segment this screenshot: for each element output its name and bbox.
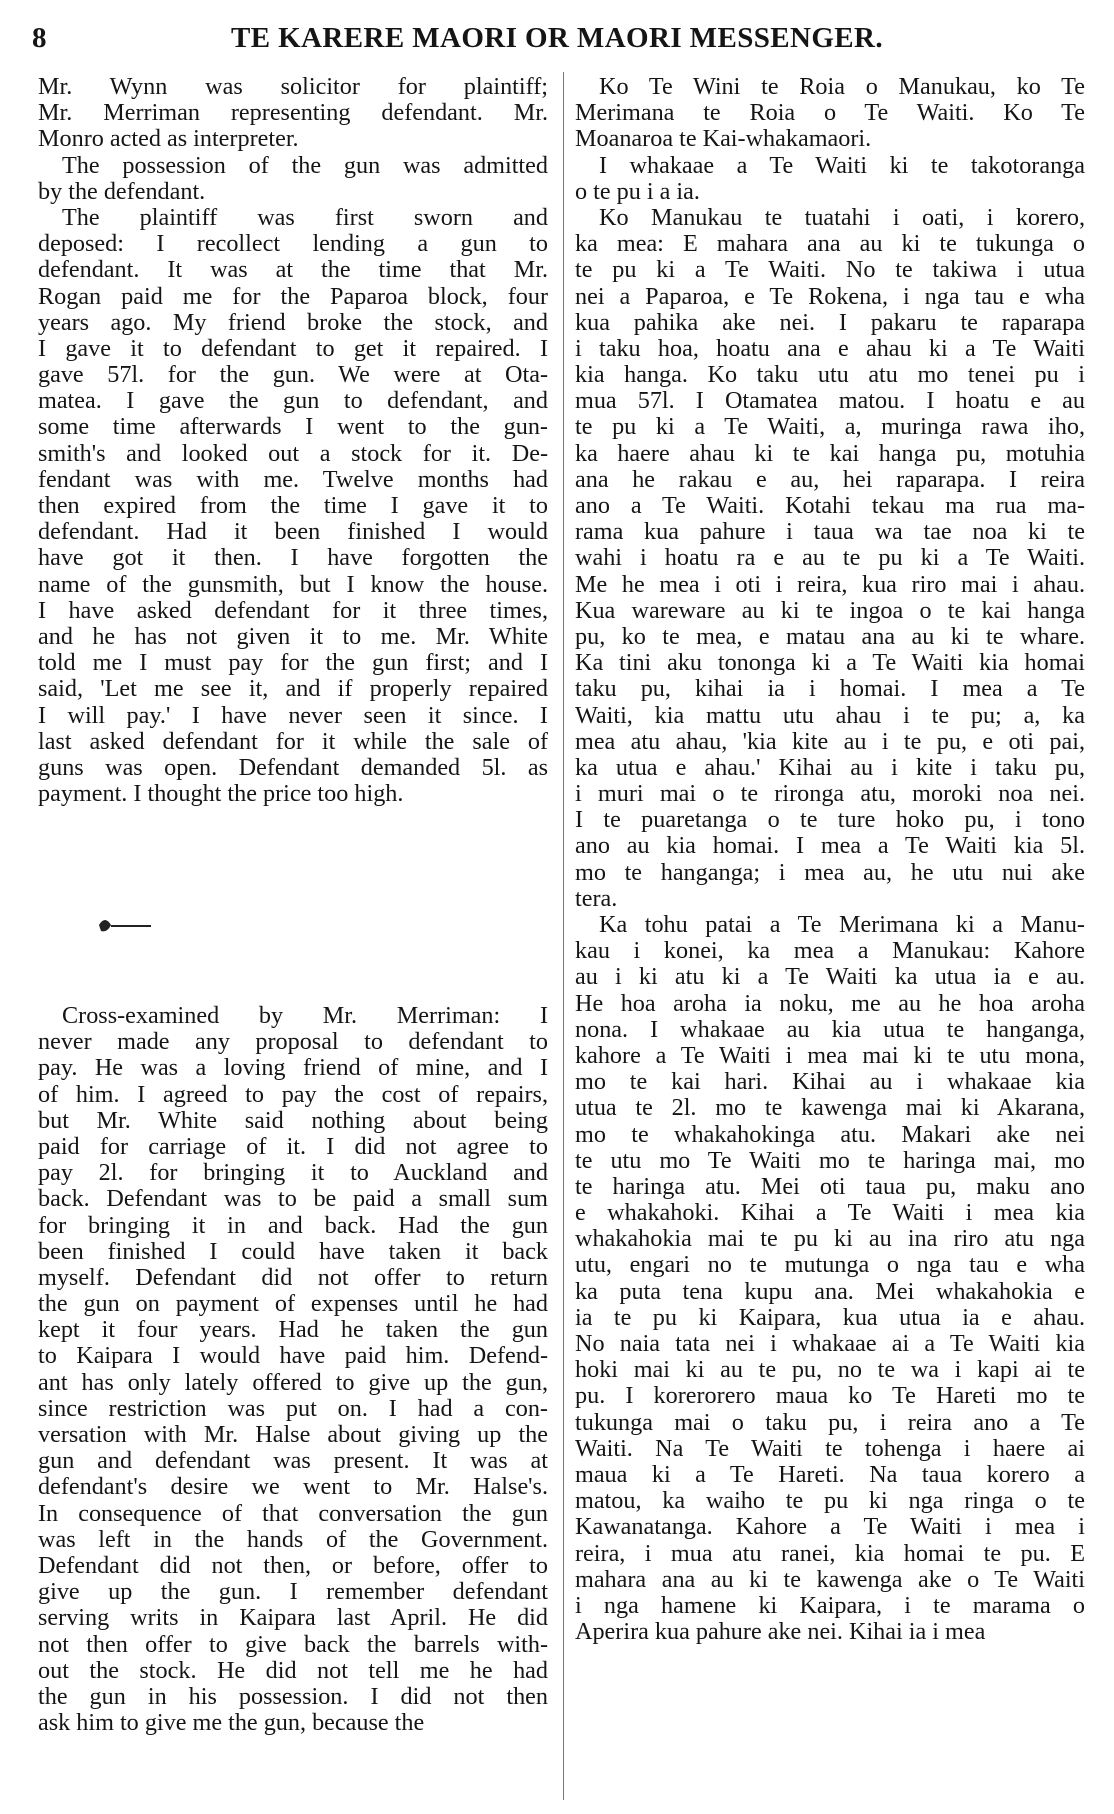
text-line: defendant's desire we went to Mr. Halse's. bbox=[38, 1474, 548, 1501]
text-line: smith's and looked out a stock for it. De- bbox=[38, 440, 548, 467]
text-line: maua ki a Te Hareti. Na taua korero a bbox=[575, 1461, 1085, 1488]
text-line: mahara ana au ki te kawenga ake o Te Waiti bbox=[575, 1566, 1085, 1593]
ornament-mark bbox=[95, 911, 155, 941]
text-line: guns was open. Defendant demanded 5l. as bbox=[38, 754, 548, 781]
text-line: te haringa atu. Mei oti taua pu, maku ano bbox=[575, 1173, 1085, 1200]
text-line: pay 2l. for bringing it to Auckland and bbox=[38, 1160, 548, 1187]
text-line: Kawanatanga. Kahore a Te Waiti i mea i bbox=[575, 1514, 1085, 1541]
text-line: In consequence of that conversation the gun bbox=[38, 1500, 548, 1527]
text-line: He hoa aroha ia noku, me au he hoa aroha bbox=[575, 990, 1085, 1017]
maori-column bbox=[575, 74, 1085, 1645]
text-line: ant has only lately offered to give up the gun, bbox=[38, 1369, 548, 1396]
text-line: out the stock. He did not tell me he had bbox=[38, 1657, 548, 1684]
text-line: I will pay.' I have never seen it since. I bbox=[38, 702, 548, 729]
text-line: for bringing it in and back. Had the gun bbox=[38, 1212, 548, 1239]
text-line: utua te 2l. mo te kawenga mai ki Akarana, bbox=[575, 1095, 1085, 1122]
text-line: mua 57l. I Otamatea matou. I hoatu e au bbox=[575, 388, 1085, 415]
text-line: Me he mea i oti i reira, kua riro mai i ahau. bbox=[575, 571, 1085, 598]
text-line: I have asked defendant for it three times, bbox=[38, 597, 548, 624]
text-line: Cross-examined by Mr. Merriman: I bbox=[62, 1003, 548, 1029]
text-line: then expired from the time I gave it to bbox=[38, 493, 548, 519]
text-line: was left in the hands of the Government. bbox=[38, 1526, 548, 1553]
text-line: Mr. Wynn was solicitor for plaintiff; bbox=[38, 74, 548, 100]
text-line: kau i konei, ka mea a Manukau: Kahore bbox=[575, 938, 1085, 965]
text-line: ka haere ahau ki te kai hanga pu, motuhia bbox=[575, 440, 1085, 467]
text-line: never made any proposal to defendant to bbox=[38, 1029, 548, 1056]
text-line: i muri mai o te rironga atu, moroki noa nei. bbox=[575, 781, 1085, 808]
text-line: te utu mo Te Waiti mo te haringa mai, mo bbox=[575, 1147, 1085, 1174]
text-line: ana he rakau e au, hei raparapa. I reira bbox=[575, 466, 1085, 493]
text-line: I te puaretanga o te ture hoko pu, i tono bbox=[575, 807, 1085, 834]
english-column-bottom bbox=[38, 1003, 548, 1736]
text-line: The plaintiff was first sworn and bbox=[62, 204, 548, 231]
text-line: and he has not given it to me. Mr. White bbox=[38, 623, 548, 650]
text-line: the gun on payment of expenses until he had bbox=[38, 1291, 548, 1318]
text-line: ano a Te Waiti. Kotahi tekau ma rua ma- bbox=[575, 493, 1085, 519]
text-line: have got it then. I have forgotten the bbox=[38, 545, 548, 572]
text-line: been finished I could have taken it back bbox=[38, 1238, 548, 1265]
text-line: ka mea: E mahara ana au ki te tukunga o bbox=[575, 231, 1085, 258]
text-line: Ka tini aku tononga ki a Te Waiti kia homai bbox=[575, 650, 1085, 677]
text-line: No naia tata nei i whakaae ai a Te Waiti kia bbox=[575, 1331, 1085, 1357]
text-line: give up the gun. I remember defendant bbox=[38, 1579, 548, 1606]
text-line: the gun in his possession. I did not then bbox=[38, 1683, 548, 1710]
text-line: name of the gunsmith, but I know the house. bbox=[38, 571, 548, 598]
text-line: by the defendant. bbox=[38, 178, 206, 205]
page-header bbox=[32, 22, 1082, 62]
text-line: years ago. My friend broke the stock, and bbox=[38, 309, 548, 336]
text-line: kahore a Te Waiti i mea mai ki te utu mona, bbox=[575, 1042, 1085, 1069]
text-line: Ko Te Wini te Roia o Manukau, ko Te bbox=[599, 74, 1085, 100]
text-line: ask him to give me the gun, because the bbox=[38, 1710, 425, 1737]
text-line: not then offer to give back the barrels with- bbox=[38, 1631, 548, 1658]
text-line: but Mr. White said nothing about being bbox=[38, 1107, 548, 1134]
text-line: mo te whakahokinga atu. Makari ake nei bbox=[575, 1121, 1085, 1148]
column-divider bbox=[563, 72, 564, 1800]
text-line: serving writs in Kaipara last April. He did bbox=[38, 1605, 548, 1632]
text-line: te pu ki a Te Waiti, a, muringa rawa iho, bbox=[575, 414, 1085, 441]
text-line: to Kaipara I would have paid him. Defend- bbox=[38, 1343, 548, 1370]
text-line: pu, ko te mea, e matau ana au ki te whare. bbox=[575, 623, 1085, 650]
text-line: I whakaae a Te Waiti ki te takotoranga bbox=[599, 152, 1085, 179]
text-line: pay. He was a loving friend of mine, and I bbox=[38, 1055, 548, 1082]
text-line: hoki mai ki au te pu, no te wa i kapi ai te bbox=[575, 1357, 1085, 1384]
text-line: kua pahika ake nei. I pakaru te raparapa bbox=[575, 309, 1085, 336]
text-line: ano au kia homai. I mea a Te Waiti kia 5l. bbox=[575, 833, 1085, 860]
text-line: told me I must pay for the gun first; and I bbox=[38, 650, 548, 677]
text-line: i taku hoa, hoatu ana e ahau ki a Te Waiti bbox=[575, 335, 1085, 362]
text-line: Moanaroa te Kai-whakamaori. bbox=[575, 126, 872, 153]
text-line: defendant. Had it been finished I would bbox=[38, 519, 548, 546]
text-line: Merimana te Roia o Te Waiti. Ko Te bbox=[575, 100, 1085, 127]
text-line: I gave it to defendant to get it repaired. I bbox=[38, 335, 548, 362]
text-line: Aperira kua pahure ake nei. Kihai ia i mea bbox=[575, 1619, 986, 1646]
text-line: Defendant did not then, or before, offer to bbox=[38, 1552, 548, 1579]
text-line: Ka tohu patai a Te Merimana ki a Manu- bbox=[599, 912, 1085, 938]
text-line: e whakahoki. Kihai a Te Waiti i mea kia bbox=[575, 1200, 1085, 1227]
text-line: reira, i mua atu ranei, kia homai te pu. E bbox=[575, 1540, 1085, 1567]
text-line: te pu ki a Te Waiti. No te takiwa i utua bbox=[575, 257, 1085, 284]
text-line: defendant. It was at the time that Mr. bbox=[38, 257, 548, 284]
text-line: mo te kai hari. Kihai au i whakaae kia bbox=[575, 1069, 1085, 1096]
text-line: Waiti, kia mattu utu ahau i te pu; a, ka bbox=[575, 702, 1085, 729]
text-line: The possession of the gun was admitted bbox=[62, 152, 548, 179]
text-line: nona. I whakaae au kia utua te hanganga, bbox=[575, 1016, 1085, 1043]
text-line: of him. I agreed to pay the cost of repairs, bbox=[38, 1081, 548, 1108]
text-line: payment. I thought the price too high. bbox=[38, 781, 404, 808]
text-line: taku pu, kihai ia i homai. I mea a Te bbox=[575, 676, 1085, 703]
text-line: paid for carriage of it. I did not agree to bbox=[38, 1133, 548, 1160]
text-line: pu. I korerorero maua ko Te Hareti mo te bbox=[575, 1383, 1085, 1410]
text-line: Waiti. Na Te Waiti te tohenga i haere ai bbox=[575, 1435, 1085, 1462]
text-line: myself. Defendant did not offer to return bbox=[38, 1264, 548, 1291]
text-line: matea. I gave the gun to defendant, and bbox=[38, 388, 548, 415]
text-line: ia te pu ki Kaipara, kua utua ia e ahau. bbox=[575, 1304, 1085, 1331]
text-line: Kua wareware au ki te ingoa o te kai hanga bbox=[575, 597, 1085, 624]
text-line: last asked defendant for it while the sale of bbox=[38, 728, 548, 755]
text-line: Ko Manukau te tuatahi i oati, i korero, bbox=[599, 204, 1085, 231]
text-line: matou, ka waiho te pu ki nga ringa o te bbox=[575, 1488, 1085, 1515]
page-number: 8 bbox=[32, 22, 47, 54]
text-line: utu, engari no te mutunga o nga tau e wha bbox=[575, 1252, 1085, 1279]
text-line: tera. bbox=[575, 885, 618, 912]
text-line: gun and defendant was present. It was at bbox=[38, 1448, 548, 1475]
masthead-title: TE KARERE MAORI OR MAORI MESSENGER. bbox=[230, 22, 884, 54]
text-line: said, 'Let me see it, and if properly repaired bbox=[38, 676, 548, 703]
english-column-top bbox=[38, 74, 548, 807]
text-line: au i ki atu ki a Te Waiti ka utua ia e au. bbox=[575, 964, 1085, 991]
text-line: kept it four years. Had he taken the gun bbox=[38, 1317, 548, 1344]
text-line: versation with Mr. Halse about giving up the bbox=[38, 1422, 548, 1448]
text-line: i nga hamene ki Kaipara, i te marama o bbox=[575, 1592, 1085, 1619]
text-line: back. Defendant was to be paid a small sum bbox=[38, 1186, 548, 1213]
text-line: Monro acted as interpreter. bbox=[38, 126, 299, 153]
text-line: Rogan paid me for the Paparoa block, four bbox=[38, 283, 548, 310]
text-line: deposed: I recollect lending a gun to bbox=[38, 231, 548, 258]
text-line: ka puta tena kupu ana. Mei whakahokia e bbox=[575, 1278, 1085, 1305]
text-line: tukunga mai o taku pu, i reira ano a Te bbox=[575, 1409, 1085, 1436]
text-line: kia hanga. Ko taku utu atu mo tenei pu i bbox=[575, 362, 1085, 389]
text-line: Mr. Merriman representing defendant. Mr. bbox=[38, 100, 548, 127]
text-line: rama kua pahure i taua wa tae noa ki te bbox=[575, 519, 1085, 546]
text-line: mo te hanganga; i mea au, he utu nui ake bbox=[575, 859, 1085, 886]
text-line: nei a Paparoa, e Te Rokena, i nga tau e wha bbox=[575, 283, 1085, 310]
text-line: wahi i hoatu ra e au te pu ki a Te Waiti. bbox=[575, 545, 1085, 572]
text-line: ka utua e ahau.' Kihai au i kite i taku pu, bbox=[575, 754, 1085, 781]
text-line: some time afterwards I went to the gun- bbox=[38, 414, 548, 441]
text-line: whakahokia mai te pu ki au ina riro atu nga bbox=[575, 1226, 1085, 1253]
text-line: gave 57l. for the gun. We were at Ota- bbox=[38, 362, 548, 389]
text-line: o te pu i a ia. bbox=[575, 178, 700, 205]
text-line: since restriction was put on. I had a con- bbox=[38, 1395, 548, 1422]
text-line: fendant was with me. Twelve months had bbox=[38, 466, 548, 493]
text-line: mea atu ahau, 'kia kite au i te pu, e oti pai, bbox=[575, 728, 1085, 755]
